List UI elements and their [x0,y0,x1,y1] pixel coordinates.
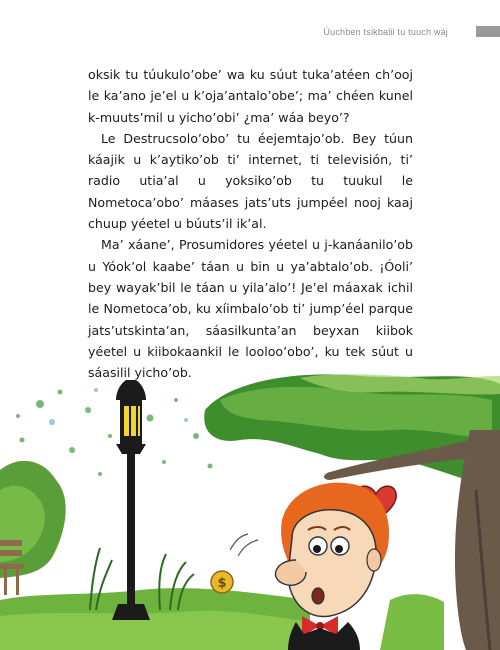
grass-foreground-right [380,594,444,650]
paragraph-3: Ma’ xáane’, Prosumidores yéetel u j-kanáanilo’ob u Yóok’ol kaabe’ táan u bin u ya’abtalo’ob. ¡Óoli’ bey wayak’bil le táan u yila’alo’! Je’el máaxak ichil le Nometoca’ob, ku xíimbalo’ob ti’ jump’éel parque jats’utskinta’an, sáasilkunta’an beyxan kiibok yéetel u kiibokaankil le looloo’obo’, ku tek súut u sáasilil yicho’ob. [88,237,413,381]
grass-highlight [0,611,310,650]
coin-icon [211,571,233,593]
paint-splatter-blue [28,384,189,469]
paragraph-2: Le Destrucsolo’obo’ tu éejemtajo’ob. Bey túun káajik u k’aytiko’ob ti’ internet, ti televisión, ti’ radio utia’al u yoksiko’ob tu tuukul le Nometoca’obo’ máases jats’uts jumpéel nooj kaaj chuup yéetel u búuts’il ik’al. [88,130,413,232]
header-tab-bar [476,26,500,37]
bush-left [0,461,66,578]
story-text-block [88,64,413,383]
running-header-title: Úuchben tsikbalil tu tuuch wáj [323,27,448,37]
motion-lines [230,534,258,556]
street-lamp [112,380,150,620]
paint-splatter [16,390,213,477]
coin-symbol: $ [217,576,227,591]
paragraph-1: oksik tu túukulo’obe’ wa ku súut tuka’atéen ch’ooj le ka’ano je’el u k’oja’antalo’obe’; ma’ chéen kunel k-muuts’mil u yicho’obi’ ¿ma’ wáa beyo’? [88,67,413,125]
park-illustration [0,370,500,650]
